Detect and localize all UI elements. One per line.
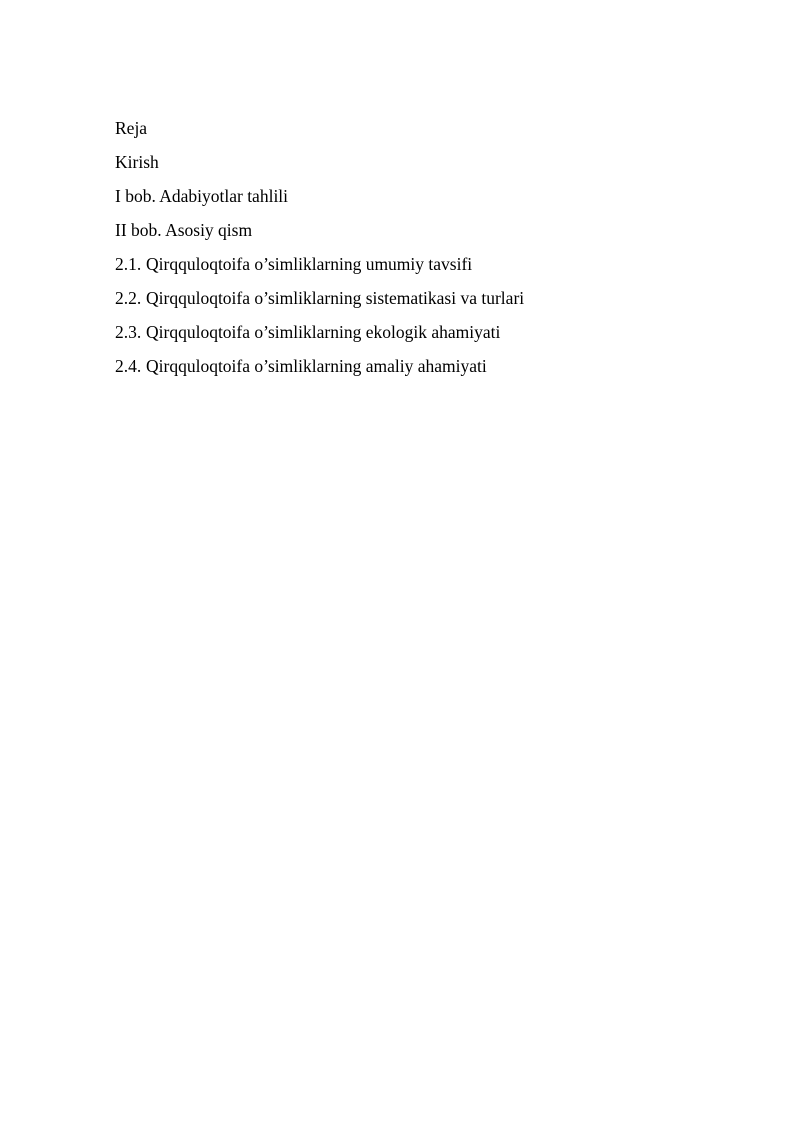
- section-number: 2.3.: [115, 322, 142, 342]
- chapter-1-entry: I bob. Adabiyotlar tahlili: [115, 186, 289, 206]
- section-title: Qirqquloqtoifa o’simliklarning ekologik ahamiyati: [146, 322, 501, 342]
- section-entry-2-2: [115, 281, 524, 315]
- section-number: 2.2.: [115, 288, 142, 308]
- section-entry-2-1: [115, 247, 524, 281]
- section-entry-2-3: [115, 315, 524, 349]
- section-number: 2.4.: [115, 356, 142, 376]
- section-title: Qirqquloqtoifa o’simliklarning umumiy tavsifi: [146, 254, 473, 274]
- table-of-contents: [115, 111, 524, 383]
- section-title: Qirqquloqtoifa o’simliklarning amaliy ahamiyati: [146, 356, 487, 376]
- section-entry-2-4: [115, 349, 524, 383]
- section-number: 2.1.: [115, 254, 142, 274]
- plan-heading: Reja: [115, 118, 148, 138]
- section-title: Qirqquloqtoifa o’simliklarning sistematikasi va turlari: [146, 288, 525, 308]
- chapter-2-entry: II bob. Asosiy qism: [115, 220, 253, 240]
- introduction-entry: Kirish: [115, 152, 159, 172]
